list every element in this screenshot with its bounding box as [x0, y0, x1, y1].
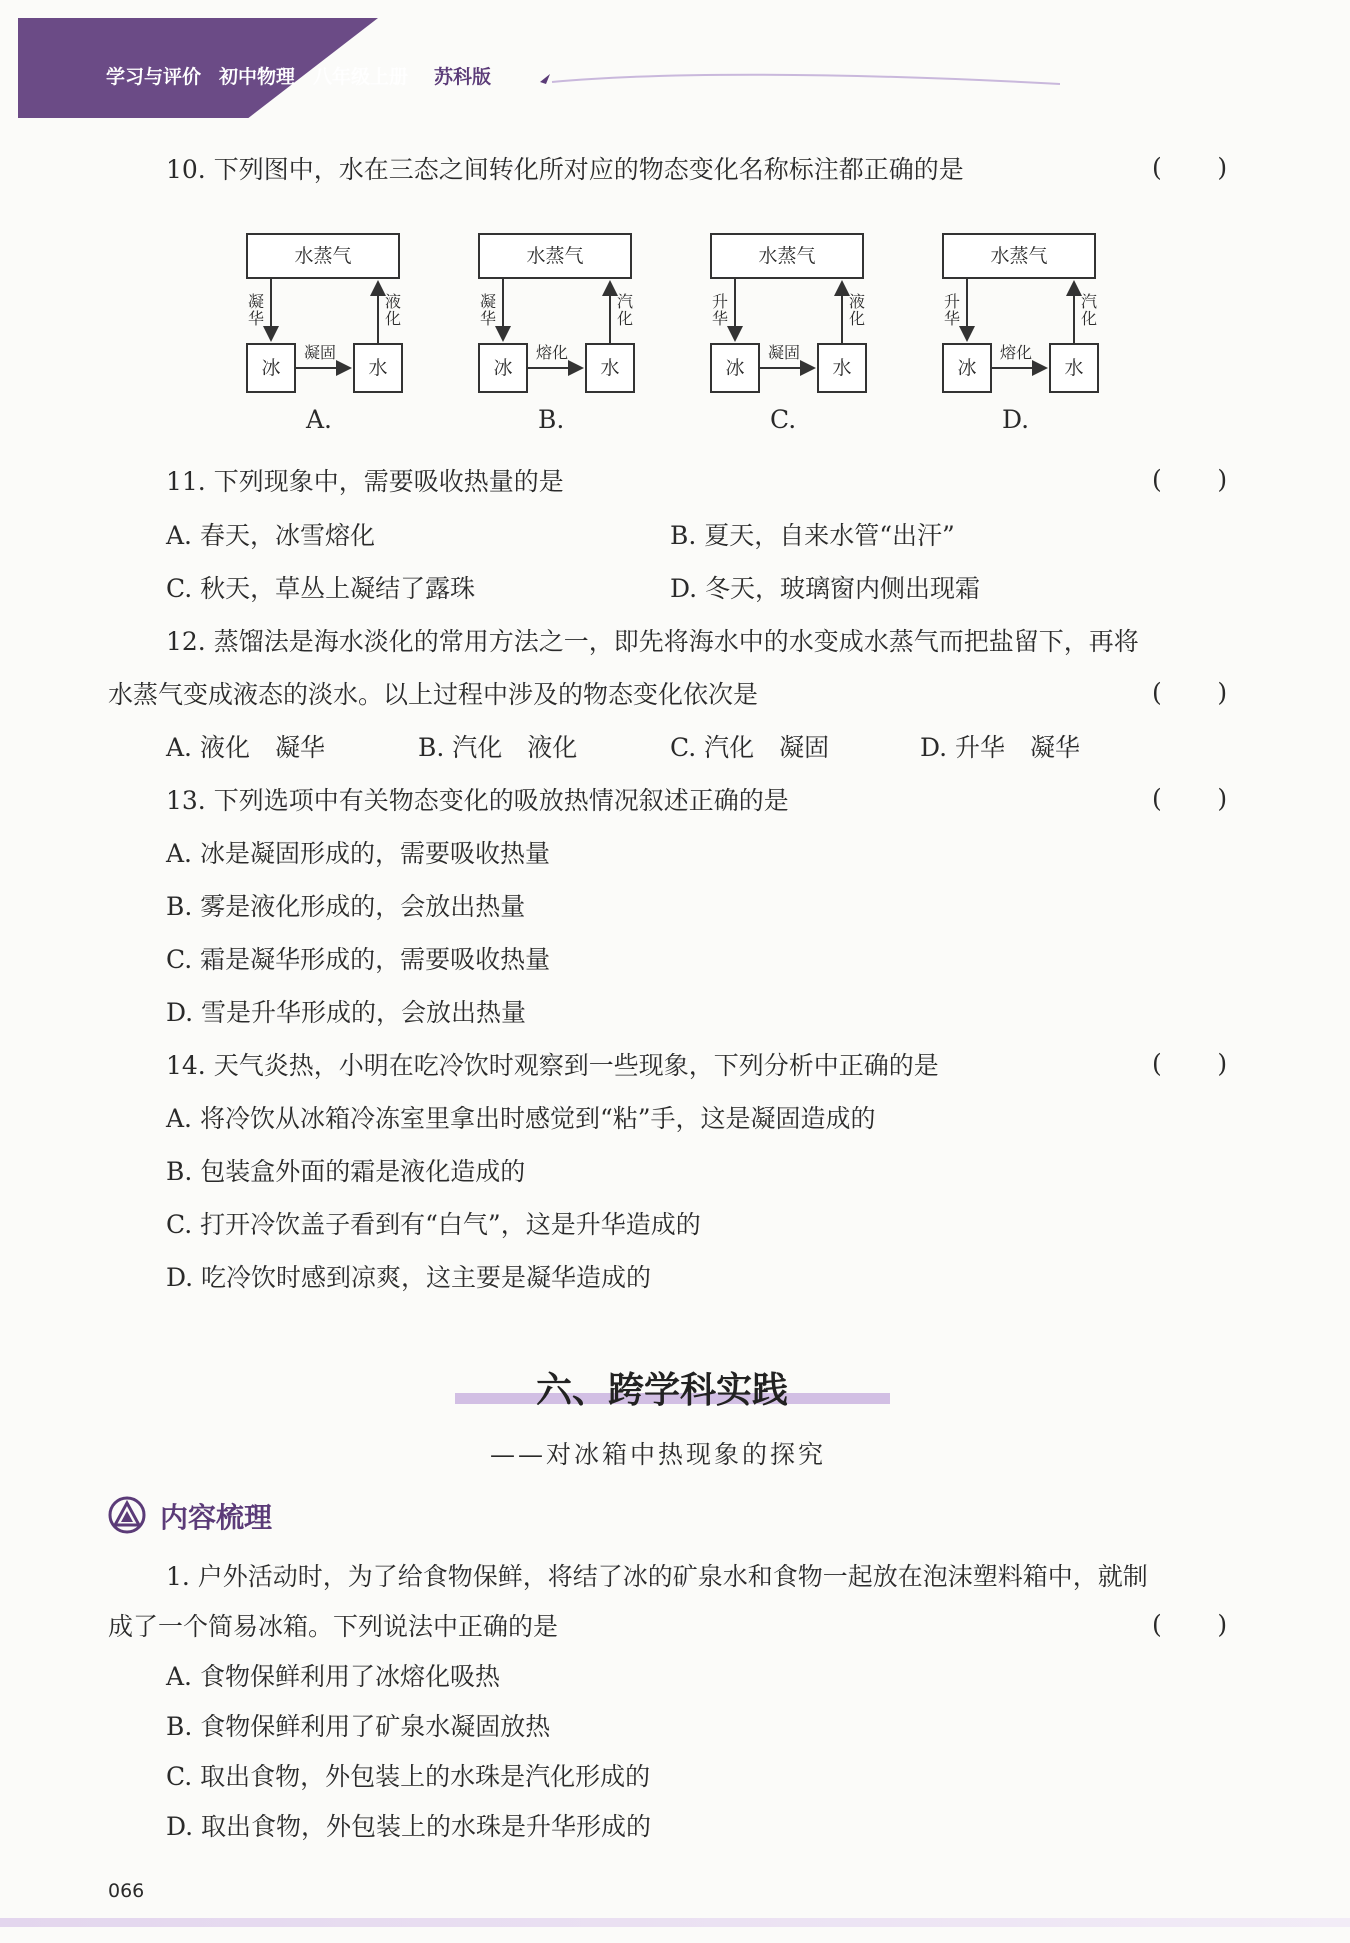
diagram-option-b [478, 230, 648, 434]
subsection-title: 内容梳理 [160, 1501, 273, 1534]
question-13-stem: 13. 下列选项中有关物态变化的吸放热情况叙述正确的是 [166, 786, 789, 815]
water-box: 水 [1049, 343, 1099, 393]
pen-swoosh-icon [540, 70, 1060, 94]
right-arrow-label: 汽化 [616, 292, 633, 328]
right-arrow-label: 液化 [384, 292, 401, 328]
p1-option-c: C. 取出食物，外包装上的水珠是汽化形成的 [166, 1762, 651, 1791]
q13-option-d: D. 雪是升华形成的，会放出热量 [166, 998, 527, 1027]
q12-option-d: D. 升华 凝华 [920, 733, 1081, 762]
vapor-box: 水蒸气 [710, 233, 864, 279]
left-arrow-label: 升华 [711, 292, 728, 328]
q14-option-a: A. 将冷饮从冰箱冷冻室里拿出时感觉到“粘”手，这是凝固造成的 [166, 1104, 876, 1133]
p1-option-d: D. 取出食物，外包装上的水珠是升华形成的 [166, 1812, 652, 1841]
q12-option-a: A. 液化 凝华 [166, 733, 325, 762]
answer-blank: ( ) [1152, 784, 1228, 813]
q11-option-d: D. 冬天，玻璃窗内侧出现霜 [670, 574, 981, 603]
diagram-option-a [246, 230, 416, 434]
answer-blank: ( ) [1152, 465, 1228, 494]
ice-box: 冰 [942, 343, 992, 393]
triangle-badge-icon [108, 1496, 146, 1534]
q11-option-a: A. 春天，冰雪熔化 [166, 521, 375, 550]
q14-option-d: D. 吃冷饮时感到凉爽，这主要是凝华造成的 [166, 1263, 652, 1292]
right-arrow-label: 液化 [848, 292, 865, 328]
footer-band [0, 1918, 1350, 1927]
question-10-stem: 10. 下列图中，水在三态之间转化所对应的物态变化名称标注都正确的是 [166, 155, 964, 184]
answer-blank: ( ) [1152, 1610, 1228, 1639]
q13-option-b: B. 雾是液化形成的，会放出热量 [166, 892, 526, 921]
left-arrow-label: 升华 [943, 292, 960, 328]
left-arrow-label: 凝华 [479, 292, 496, 328]
section-title: 六、跨学科实践 [536, 1370, 789, 1411]
subject-label: 初中物理 [219, 66, 296, 88]
option-letter: B. [538, 405, 565, 434]
p1-option-a: A. 食物保鲜利用了冰熔化吸热 [166, 1662, 500, 1691]
q14-option-b: B. 包装盒外面的霜是液化造成的 [166, 1157, 526, 1186]
water-box: 水 [353, 343, 403, 393]
practice-1-stem-line2: 成了一个简易冰箱。下列说法中正确的是 [108, 1612, 559, 1641]
option-letter: C. [770, 405, 797, 434]
diagram-option-c [710, 230, 880, 434]
q12-option-c: C. 汽化 凝固 [670, 733, 830, 762]
bottom-arrow-label: 凝固 [768, 343, 801, 362]
book-title: 学习与评价 [106, 66, 202, 88]
left-arrow-label: 凝华 [247, 292, 264, 328]
right-arrow-label: 汽化 [1080, 292, 1097, 328]
answer-blank: ( ) [1152, 153, 1228, 182]
vapor-box: 水蒸气 [246, 233, 400, 279]
question-12-stem-line2: 水蒸气变成液态的淡水。以上过程中涉及的物态变化依次是 [108, 680, 759, 709]
p1-option-b: B. 食物保鲜利用了矿泉水凝固放热 [166, 1712, 551, 1741]
question-14-stem: 14. 天气炎热，小明在吃冷饮时观察到一些现象，下列分析中正确的是 [166, 1051, 939, 1080]
ice-box: 冰 [246, 343, 296, 393]
vapor-box: 水蒸气 [478, 233, 632, 279]
q13-option-c: C. 霜是凝华形成的，需要吸收热量 [166, 945, 551, 974]
q12-option-b: B. 汽化 液化 [418, 733, 578, 762]
section-subtitle: ——对冰箱中热现象的探究 [490, 1440, 827, 1469]
water-box: 水 [817, 343, 867, 393]
question-12-stem-line1: 12. 蒸馏法是海水淡化的常用方法之一，即先将海水中的水变成水蒸气而把盐留下，再将 [166, 627, 1139, 656]
diagram-option-d [942, 230, 1112, 434]
grade-label: 八年级上册 [313, 66, 409, 88]
q13-option-a: A. 冰是凝固形成的，需要吸收热量 [166, 839, 550, 868]
question-11-stem: 11. 下列现象中，需要吸收热量的是 [166, 467, 564, 496]
edition-label: 苏科版 [434, 66, 492, 88]
ice-box: 冰 [710, 343, 760, 393]
option-letter: A. [306, 405, 333, 434]
answer-blank: ( ) [1152, 1049, 1228, 1078]
bottom-arrow-label: 凝固 [304, 343, 337, 362]
option-letter: D. [1002, 405, 1030, 434]
bottom-arrow-label: 熔化 [536, 343, 569, 362]
q14-option-c: C. 打开冷饮盖子看到有“白气”，这是升华造成的 [166, 1210, 701, 1239]
q11-option-b: B. 夏天，自来水管“出汗” [670, 521, 955, 550]
running-header [106, 62, 491, 89]
ice-box: 冰 [478, 343, 528, 393]
water-box: 水 [585, 343, 635, 393]
practice-1-stem-line1: 1. 户外活动时，为了给食物保鲜，将结了冰的矿泉水和食物一起放在泡沫塑料箱中，就制 [166, 1562, 1148, 1591]
q11-option-c: C. 秋天，草丛上凝结了露珠 [166, 574, 476, 603]
vapor-box: 水蒸气 [942, 233, 1096, 279]
answer-blank: ( ) [1152, 678, 1228, 707]
page-number: 066 [108, 1880, 145, 1902]
bottom-arrow-label: 熔化 [1000, 343, 1033, 362]
